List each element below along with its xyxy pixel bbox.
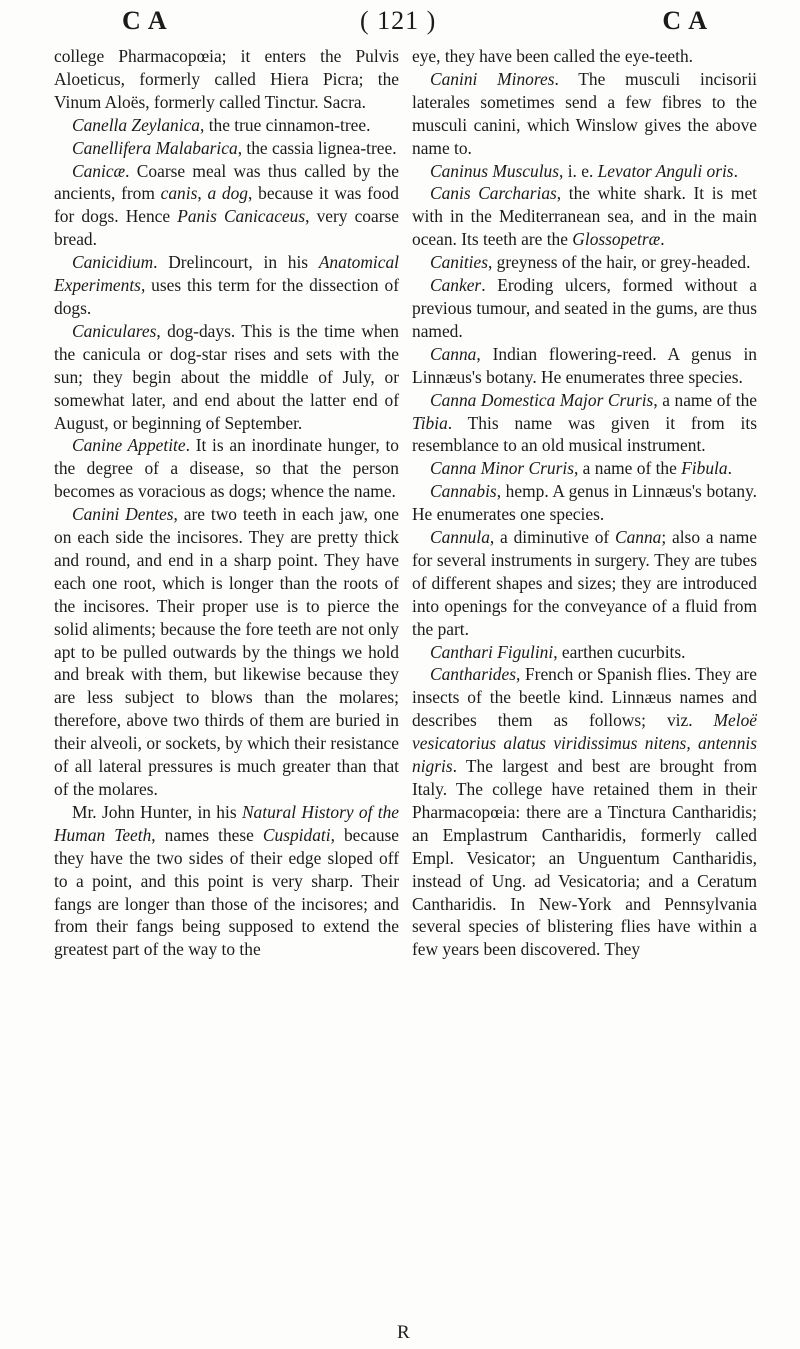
italic-term: Glossopetræ <box>572 229 661 250</box>
italic-term: Tibia <box>412 412 448 433</box>
dictionary-entry <box>412 68 757 160</box>
dictionary-entry <box>412 457 757 480</box>
left-column <box>54 45 399 961</box>
entry-text: , a diminutive of <box>489 527 615 548</box>
italic-term: Canicidium <box>72 252 154 273</box>
italic-term: Canini Minores <box>430 68 555 89</box>
entry-text: , hemp. A genus in Linnæus's botany. He enumerates one species. <box>412 481 757 525</box>
dictionary-entry <box>412 641 757 664</box>
signature-mark: R <box>397 1322 410 1343</box>
entry-text: , names these <box>151 824 263 845</box>
italic-term: Meloë vesicatorius alatus viridissimus nitens, antennis nigris <box>412 710 757 777</box>
dictionary-entry <box>412 274 757 343</box>
header-right-guide-word: C A <box>662 6 708 35</box>
italic-term: Canthari Figulini <box>430 641 554 662</box>
italic-term: Canicæ <box>72 160 126 181</box>
italic-term: Canna <box>615 527 662 548</box>
dictionary-entry <box>54 137 399 160</box>
dictionary-entry <box>412 480 757 526</box>
entry-text: , French or Spanish flies. They are insects of the beetle kind. Linnæus names and describes them as follows; viz. <box>412 664 757 731</box>
header-left-guide-word: C A <box>122 6 168 35</box>
dictionary-entry <box>54 160 399 252</box>
entry-text: , a name of the <box>653 389 757 410</box>
italic-term: Fibula <box>681 458 728 479</box>
entry-text: , are two teeth in each jaw, one on each side the incisores. They are pretty thick and round, and end in a sharp point. They have each one root, which is longer than the roots of the incisores. Their proper use is to pierce the solid aliments; because the fore teeth are not only apt to be pulled outwards by the things we hold and break with them, but likewise because they are less subject to blows than the molares; therefore, above two thirds of them are buried in their alveoli, or sockets, by which their resistance of all lateral pressures is much greater than that of the molares. <box>54 504 399 799</box>
italic-term: Cuspidati <box>262 824 331 845</box>
entry-text: . The musculi incisorii laterales sometimes send a few fibres to the musculi canini, which Winslow gives the above name to. <box>412 68 757 158</box>
entry-text: . <box>660 229 665 250</box>
italic-term: Cannula <box>430 527 490 548</box>
italic-term: Panis Canicaceus <box>177 206 306 227</box>
italic-term: Canker <box>430 275 482 296</box>
dictionary-entry <box>412 251 757 274</box>
italic-term: Canella Zeylanica <box>72 114 200 135</box>
entry-text: , <box>197 183 208 204</box>
italic-term: a dog <box>207 183 249 204</box>
entry-text: , uses this term for the dissection of dogs. <box>54 275 399 318</box>
dictionary-entry <box>54 114 399 137</box>
entry-text: , greyness of the hair, or grey-headed. <box>487 252 751 273</box>
italic-term: Caninus Musculus <box>430 160 559 181</box>
continued-text <box>412 45 757 68</box>
dictionary-entry <box>54 320 399 435</box>
italic-term: Cantharides <box>430 664 516 685</box>
italic-term: Natural History of the Human Teeth <box>54 801 400 845</box>
italic-term: Canna Domestica Major Cruris <box>430 389 654 410</box>
italic-term: Caniculares <box>72 320 157 341</box>
entry-text: Mr. John Hunter, in his <box>72 801 242 822</box>
entry-text: . The largest and best are brought from Italy. The college have retained them in their Pharmacopœia: there are a Tinctura Cantharidis; an Emplastrum Cantharidis, formerly called Empl. Vesicator; an Unguentum Cantharidis, instead of Ung. ad Vesicatoria; and a Ceratum Cantharidis. In New-York and Pennsylvania several species of blistering flies have within a few years been discovered. They <box>412 756 757 960</box>
entry-text: , earthen cucurbits. <box>553 641 686 662</box>
italic-term: Canna Minor Cruris <box>430 458 574 479</box>
page-number: ( 121 ) <box>360 6 437 35</box>
italic-term: Cannabis <box>430 481 497 502</box>
italic-term: Canine Appetite <box>72 435 186 456</box>
entry-text: . <box>733 160 738 181</box>
dictionary-entry <box>54 503 399 801</box>
italic-term: canis <box>160 183 198 204</box>
dictionary-entry <box>412 343 757 389</box>
dictionary-entry <box>412 663 757 961</box>
entry-text: , Indian flowering-reed. A genus in Linnæus's botany. He enumerates three species. <box>412 343 757 387</box>
italic-term: Anatomical Experiments <box>54 252 399 296</box>
dictionary-entry <box>412 526 757 641</box>
entry-text: . Coarse meal was thus called by the ancients, from <box>54 160 399 204</box>
italic-term: Canities <box>430 252 488 273</box>
entry-text: , a name of the <box>573 458 682 479</box>
entry-text: ; also a name for several instruments in surgery. They are tubes of different shapes and sizes; they are introduced into openings for the conveyance of a fluid from the part. <box>412 527 757 639</box>
entry-text: , the cassia lignea-tree. <box>237 137 397 158</box>
running-header <box>60 6 750 44</box>
entry-text: , the white shark. It is met with in the Mediterranean sea, and in the main ocean. Its teeth are the <box>412 183 757 250</box>
italic-term: Canis Carcharias <box>430 183 557 204</box>
entry-text: . Drelincourt, in his <box>153 252 319 273</box>
italic-term: Canna <box>430 343 477 364</box>
entry-text: . It is an inordinate hunger, to the degree of a disease, so that the person becomes as voracious as dogs; whence the name. <box>54 435 399 502</box>
entry-text: , the true cinnamon-tree. <box>200 114 371 135</box>
dictionary-entry <box>54 434 399 503</box>
dictionary-entry <box>412 160 757 183</box>
dictionary-entry <box>54 251 399 320</box>
entry-text: , because it was food for dogs. Hence <box>54 183 399 227</box>
entry-text: , because they have the two sides of their edge sloped off to a point, and this point is very sharp. Their fangs are longer than those of the incisores; and from their fangs being supposed to extend the greatest part of the way to the <box>54 824 399 960</box>
dictionary-entry <box>412 389 757 458</box>
dictionary-entry <box>54 801 399 961</box>
continued-text <box>54 45 399 114</box>
entry-text: . <box>727 458 732 479</box>
italic-term: Levator Anguli oris <box>597 160 734 181</box>
right-column <box>412 45 757 961</box>
entry-text: , very coarse bread. <box>54 206 399 250</box>
italic-term: Canellifera Malabarica <box>72 137 238 158</box>
dictionary-entry <box>412 182 757 251</box>
entry-text: eye, they have been called the eye-teeth. <box>412 46 693 66</box>
entry-text: . This name was given it from its resemblance to an old musical instrument. <box>412 412 757 456</box>
italic-term: Canini Dentes <box>72 504 174 525</box>
entry-text: . Eroding ulcers, formed without a previous tumour, and seated in the gums, are thus named. <box>412 275 757 341</box>
entry-text: , i. e. <box>559 160 598 181</box>
entry-text: , dog-days. This is the time when the canicula or dog-star rises and sets with the sun; they begin about the middle of July, or somewhat later, and end about the latter end of August, or beginning of September. <box>54 320 399 433</box>
entry-text: college Pharmacopœia; it enters the Pulvis Aloeticus, formerly called Hiera Picra; the Vinum Aloës, formerly called Tinctur. Sacra. <box>54 46 399 112</box>
